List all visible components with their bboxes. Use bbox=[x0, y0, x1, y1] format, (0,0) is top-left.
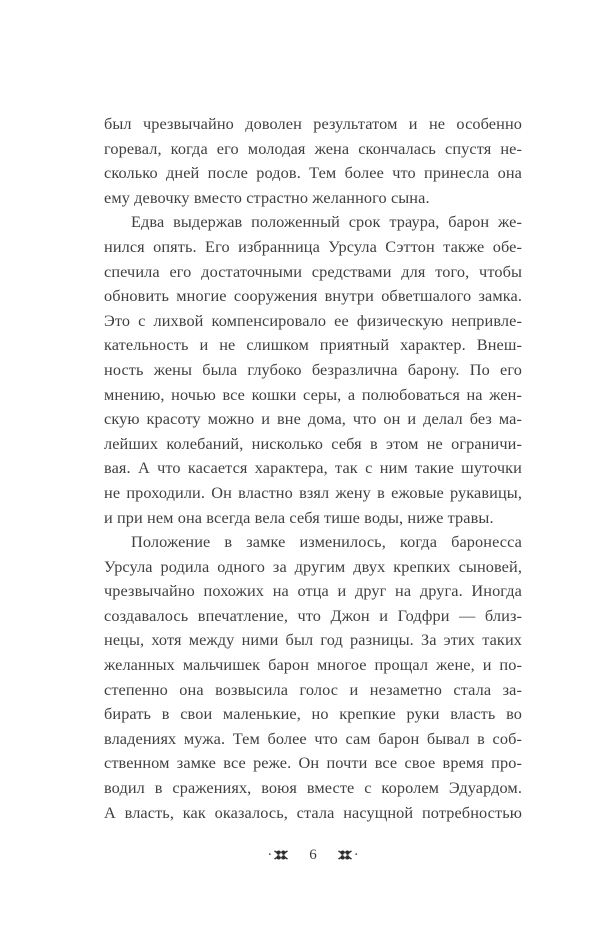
text-line: кательность и не слишком приятный характер. Внеш- bbox=[104, 335, 522, 355]
text-line: скую красоту можно и вне дома, что он и делал без ма- bbox=[104, 409, 522, 429]
text-line: владениях мужа. Тем более что сам барон бывал в соб- bbox=[104, 728, 522, 748]
text-line: мнению, ночью все кошки серы, а полюбоваться на жен- bbox=[104, 384, 522, 404]
page-text bbox=[104, 112, 522, 825]
text-line: и при нем она всегда вела себя тише воды, ниже травы. bbox=[104, 507, 494, 527]
text-line: сколько дней после родов. Тем более что принесла она bbox=[104, 163, 522, 183]
text-line: ственном замке все реже. Он почти все свое время про- bbox=[104, 753, 522, 773]
text-line: Это с лихвой компенсировало ее физическую непривле- bbox=[104, 310, 522, 330]
text-line: желанных мальчишек барон многое прощал жене, и по- bbox=[104, 655, 522, 675]
page-footer bbox=[104, 844, 522, 866]
footer-right-dot: · bbox=[353, 846, 359, 863]
text-line: водил в сражениях, воюя вместе с королем Эдуардом. bbox=[104, 778, 522, 798]
fleuron-right-icon bbox=[338, 848, 352, 862]
text-line: вая. А что касается характера, так с ним такие шуточки bbox=[104, 458, 522, 478]
text-line: степенно она возвысила голос и незаметно стала за- bbox=[104, 679, 522, 699]
text-line: ему девочку вместо страстно желанного сына. bbox=[104, 187, 430, 207]
text-line: А власть, как оказалось, стала насущной потребностью bbox=[104, 802, 522, 822]
text-line: бирать в свои маленькие, но крепкие руки власть во bbox=[104, 704, 522, 724]
text-line: был чрезвычайно доволен результатом и не особенно bbox=[104, 114, 522, 133]
paragraph bbox=[104, 530, 522, 825]
text-line: не проходили. Он властно взял жену в ежовые рукавицы, bbox=[104, 482, 522, 502]
text-line: обновить многие сооружения внутри обветшалого замка. bbox=[104, 286, 522, 306]
text-line: нился опять. Его избранница Урсула Сэттон также обе- bbox=[104, 236, 522, 256]
footer-left-dot: · bbox=[267, 846, 273, 863]
paragraph bbox=[104, 210, 522, 530]
page-number: 6 bbox=[309, 846, 317, 863]
text-line: спечила его достаточными средствами для того, чтобы bbox=[104, 261, 522, 281]
text-line: Едва выдержав положенный срок траура, барон же- bbox=[131, 212, 522, 232]
text-line: Урсула родила одного за другим двух крепких сыновей, bbox=[104, 556, 522, 576]
text-line: чрезвычайно похожих на отца и друг на друга. Иногда bbox=[104, 581, 522, 601]
paragraph bbox=[104, 112, 522, 210]
fleuron-left-icon bbox=[274, 848, 288, 862]
text-line: лейших колебаний, нисколько себя в этом не ограничи- bbox=[104, 433, 522, 453]
text-line: нецы, хотя между ними был год разницы. За этих таких bbox=[104, 630, 522, 650]
text-line: горевал, когда его молодая жена скончалась спустя не- bbox=[104, 138, 522, 158]
text-line: ность жены была глубоко безразлична барону. По его bbox=[104, 359, 522, 379]
text-line: Положение в замке изменилось, когда баронесса bbox=[131, 532, 522, 552]
text-line: создавалось впечатление, что Джон и Годфри — близ- bbox=[104, 605, 522, 625]
